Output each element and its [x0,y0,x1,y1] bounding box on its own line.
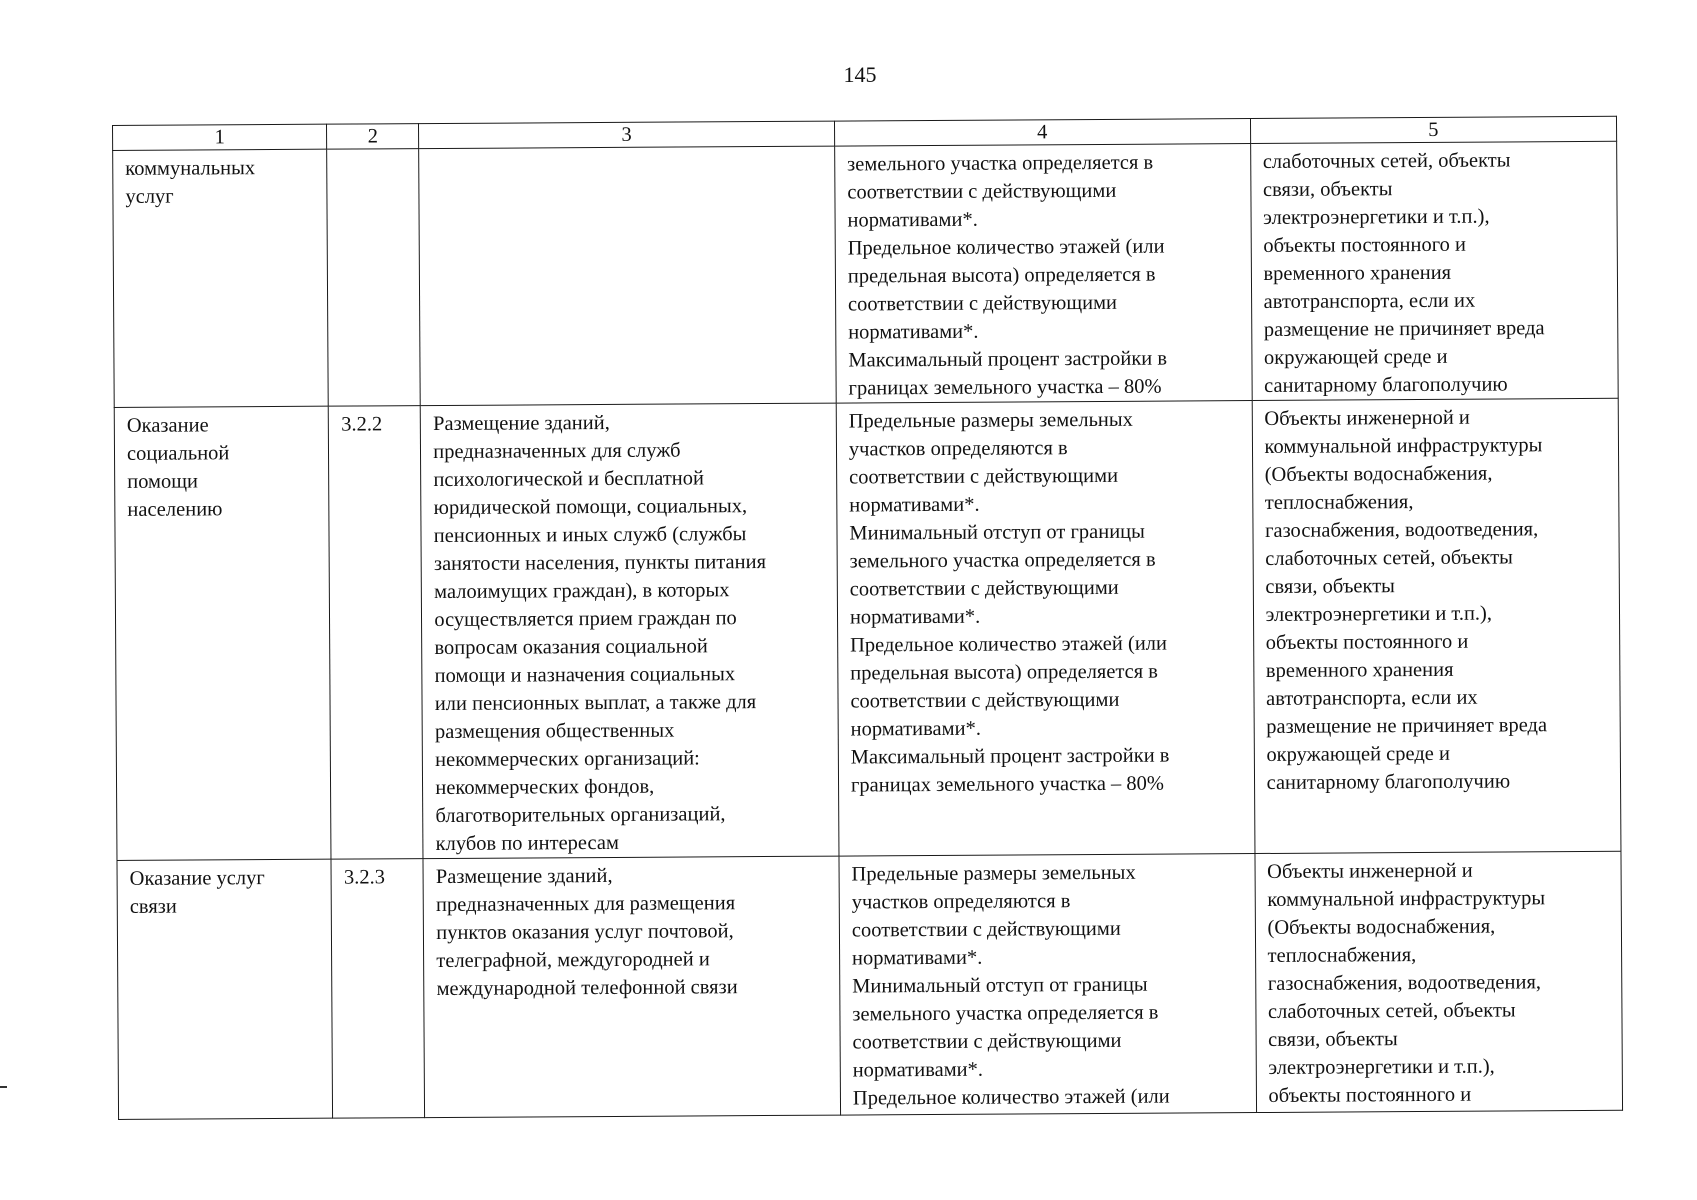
table-row [113,141,1619,407]
use-type-parameters: Предельные размеры земельных участков определяются в соответствии с действующими нормативами*. Минимальный отступ от границы земельного участка определяется в соответствии с действующими нормативами*. Предельное количество этажей (или [839,854,1256,1116]
use-type-description: Размещение зданий, предназначенных для размещения пунктов оказания услуг почтовой, телеграфной, междугородней и международной телефонной связи [423,856,840,1118]
use-type-description [419,146,836,406]
land-use-table [112,116,1623,1120]
column-header: 1 [113,124,328,150]
table-row [117,851,1623,1119]
column-header: 4 [834,119,1250,147]
use-type-name: Оказание социальной помощи населению [114,406,331,860]
column-header: 2 [327,124,419,150]
use-type-name: коммунальных услуг [113,149,329,407]
column-header: 3 [419,121,835,149]
auxiliary-uses: Объекты инженерной и коммунальной инфраструктуры (Объекты водоснабжения, теплоснабжения, газоснабжения, водоотведения, слаботочных сетей, объекты связи, объекты электроэнергетики и т.п.), объекты постоянного и [1255,851,1623,1112]
use-type-code: 3.2.2 [329,406,424,860]
auxiliary-uses: Объекты инженерной и коммунальной инфраструктуры (Объекты водоснабжения, теплоснабжения, газоснабжения, водоотведения, слаботочных сетей, объекты связи, объекты электроэнергетики и т.п.), объекты постоянного и временного хранения автотранспорта, если их размещение не причиняет вреда окружающей среде и санитарному благополучию [1252,398,1621,853]
auxiliary-uses: слаботочных сетей, объекты связи, объекты электроэнергетики и т.п.), объекты постоянного и временного хранения автотранспорта, если их размещение не причиняет вреда окружающей среде и санитарному благополучию [1250,141,1618,400]
column-header: 5 [1250,116,1617,143]
use-type-name: Оказание услуг связи [117,859,333,1119]
use-type-code: 3.2.3 [331,859,424,1119]
use-type-parameters: земельного участка определяется в соответствии с действующими нормативами*. Предельное количество этажей (или предельная высота) определяется в соответствии с действующими нормативами*. Максимальный процент застройки в границах земельного участка – 80% [835,144,1252,404]
use-type-parameters: Предельные размеры земельных участков определяются в соответствии с действующими нормативами*. Минимальный отступ от границы земельного участка определяется в соответствии с действующими нормативами*. Предельное количество этажей (или предельная высота) определяется в соответствии с действующими нормативами*. Максимальный процент застройки в границах земельного участка – 80% [836,401,1254,857]
page-number: 145 [843,62,877,87]
table-row [114,398,1621,860]
scan-edge-mark [0,1086,7,1088]
use-type-code [327,149,420,407]
use-type-description: Размещение зданий, предназначенных для служб психологической и бесплатной юридической помощи, социальных, пенсионных и иных служб (службы занятости населения, пункты питания малоимущих граждан), в которых осуществляется прием граждан по вопросам оказания социальной помощи и назначения социальных или пенсионных выплат, а также для размещения общественных некоммерческих организаций: некоммерческих фондов, благотворительных организаций, клубов по интересам [420,403,838,859]
